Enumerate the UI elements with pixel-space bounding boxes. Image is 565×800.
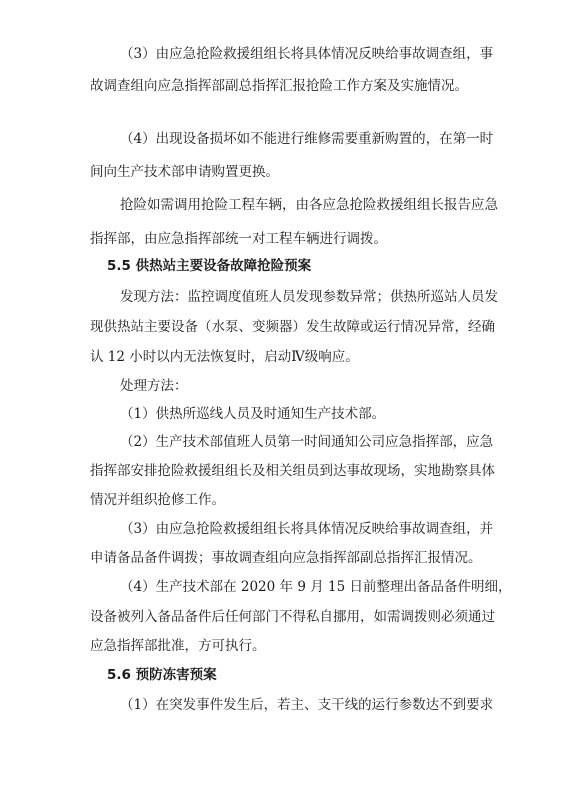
paragraph-line: （1）在突发事件发生后，若主、支干线的运行参数达不到要求 <box>120 697 494 713</box>
paragraph-line: （3）由应急抢险救援组组长将具体情况反映给事故调查组，并 <box>120 521 494 537</box>
paragraph-line: 发现方法：监控调度值班人员发现参数异常；供热所巡站人员发 <box>120 289 498 305</box>
paragraph-line: （1）供热所巡线人员及时通知生产技术部。 <box>120 406 386 422</box>
paragraph-line: （2）生产技术部值班人员第一时间通知公司应急指挥部，应急 <box>120 434 494 450</box>
paragraph-line: 应急指挥部批准，方可执行。 <box>90 638 266 654</box>
paragraph-line: 申请备品备件调拨；事故调查组向应急指挥部副总指挥汇报情况。 <box>90 550 482 566</box>
paragraph-line: （3）由应急抢险救援组组长将具体情况反映给事故调查组，事 <box>120 46 494 62</box>
paragraph-line: 间向生产技术部申请购置更换。 <box>90 164 279 180</box>
paragraph-line: 故调查组向应急指挥部副总指挥汇报抢险工作方案及实施情况。 <box>90 78 468 94</box>
paragraph-line: 指挥部，由应急指挥部统一对工程车辆进行调拨。 <box>90 231 387 247</box>
paragraph-line: 设备被列入备品备件后任何部门不得私自挪用，如需调拨则必须通过 <box>90 609 495 625</box>
paragraph-line: 指挥部安排抢险救援组组长及相关组员到达事故现场，实地勘察具体 <box>90 463 495 479</box>
paragraph-line: 认 12 小时以内无法恢复时，启动Ⅳ级响应。 <box>90 349 359 365</box>
paragraph-line: 抢险如需调用抢险工程车辆，由各应急抢险救援组组长报告应急 <box>120 197 498 213</box>
paragraph-line: （4）出现设备损坏如不能进行维修需要重新购置的，在第一时 <box>120 131 494 147</box>
paragraph-line: 情况并组织抢修工作。 <box>90 492 225 508</box>
paragraph-line: （4）生产技术部在 2020 年 9 月 15 日前整理出备品备件明细， <box>120 579 512 595</box>
section-heading: 5.5 供热站主要设备故障抢险预案 <box>107 258 312 274</box>
paragraph-line: 现供热站主要设备（水泵、变频器）发生故障或运行情况异常，经确 <box>90 319 495 335</box>
paragraph-line: 处理方法： <box>120 378 188 394</box>
section-heading: 5.6 预防冻害预案 <box>107 667 217 683</box>
